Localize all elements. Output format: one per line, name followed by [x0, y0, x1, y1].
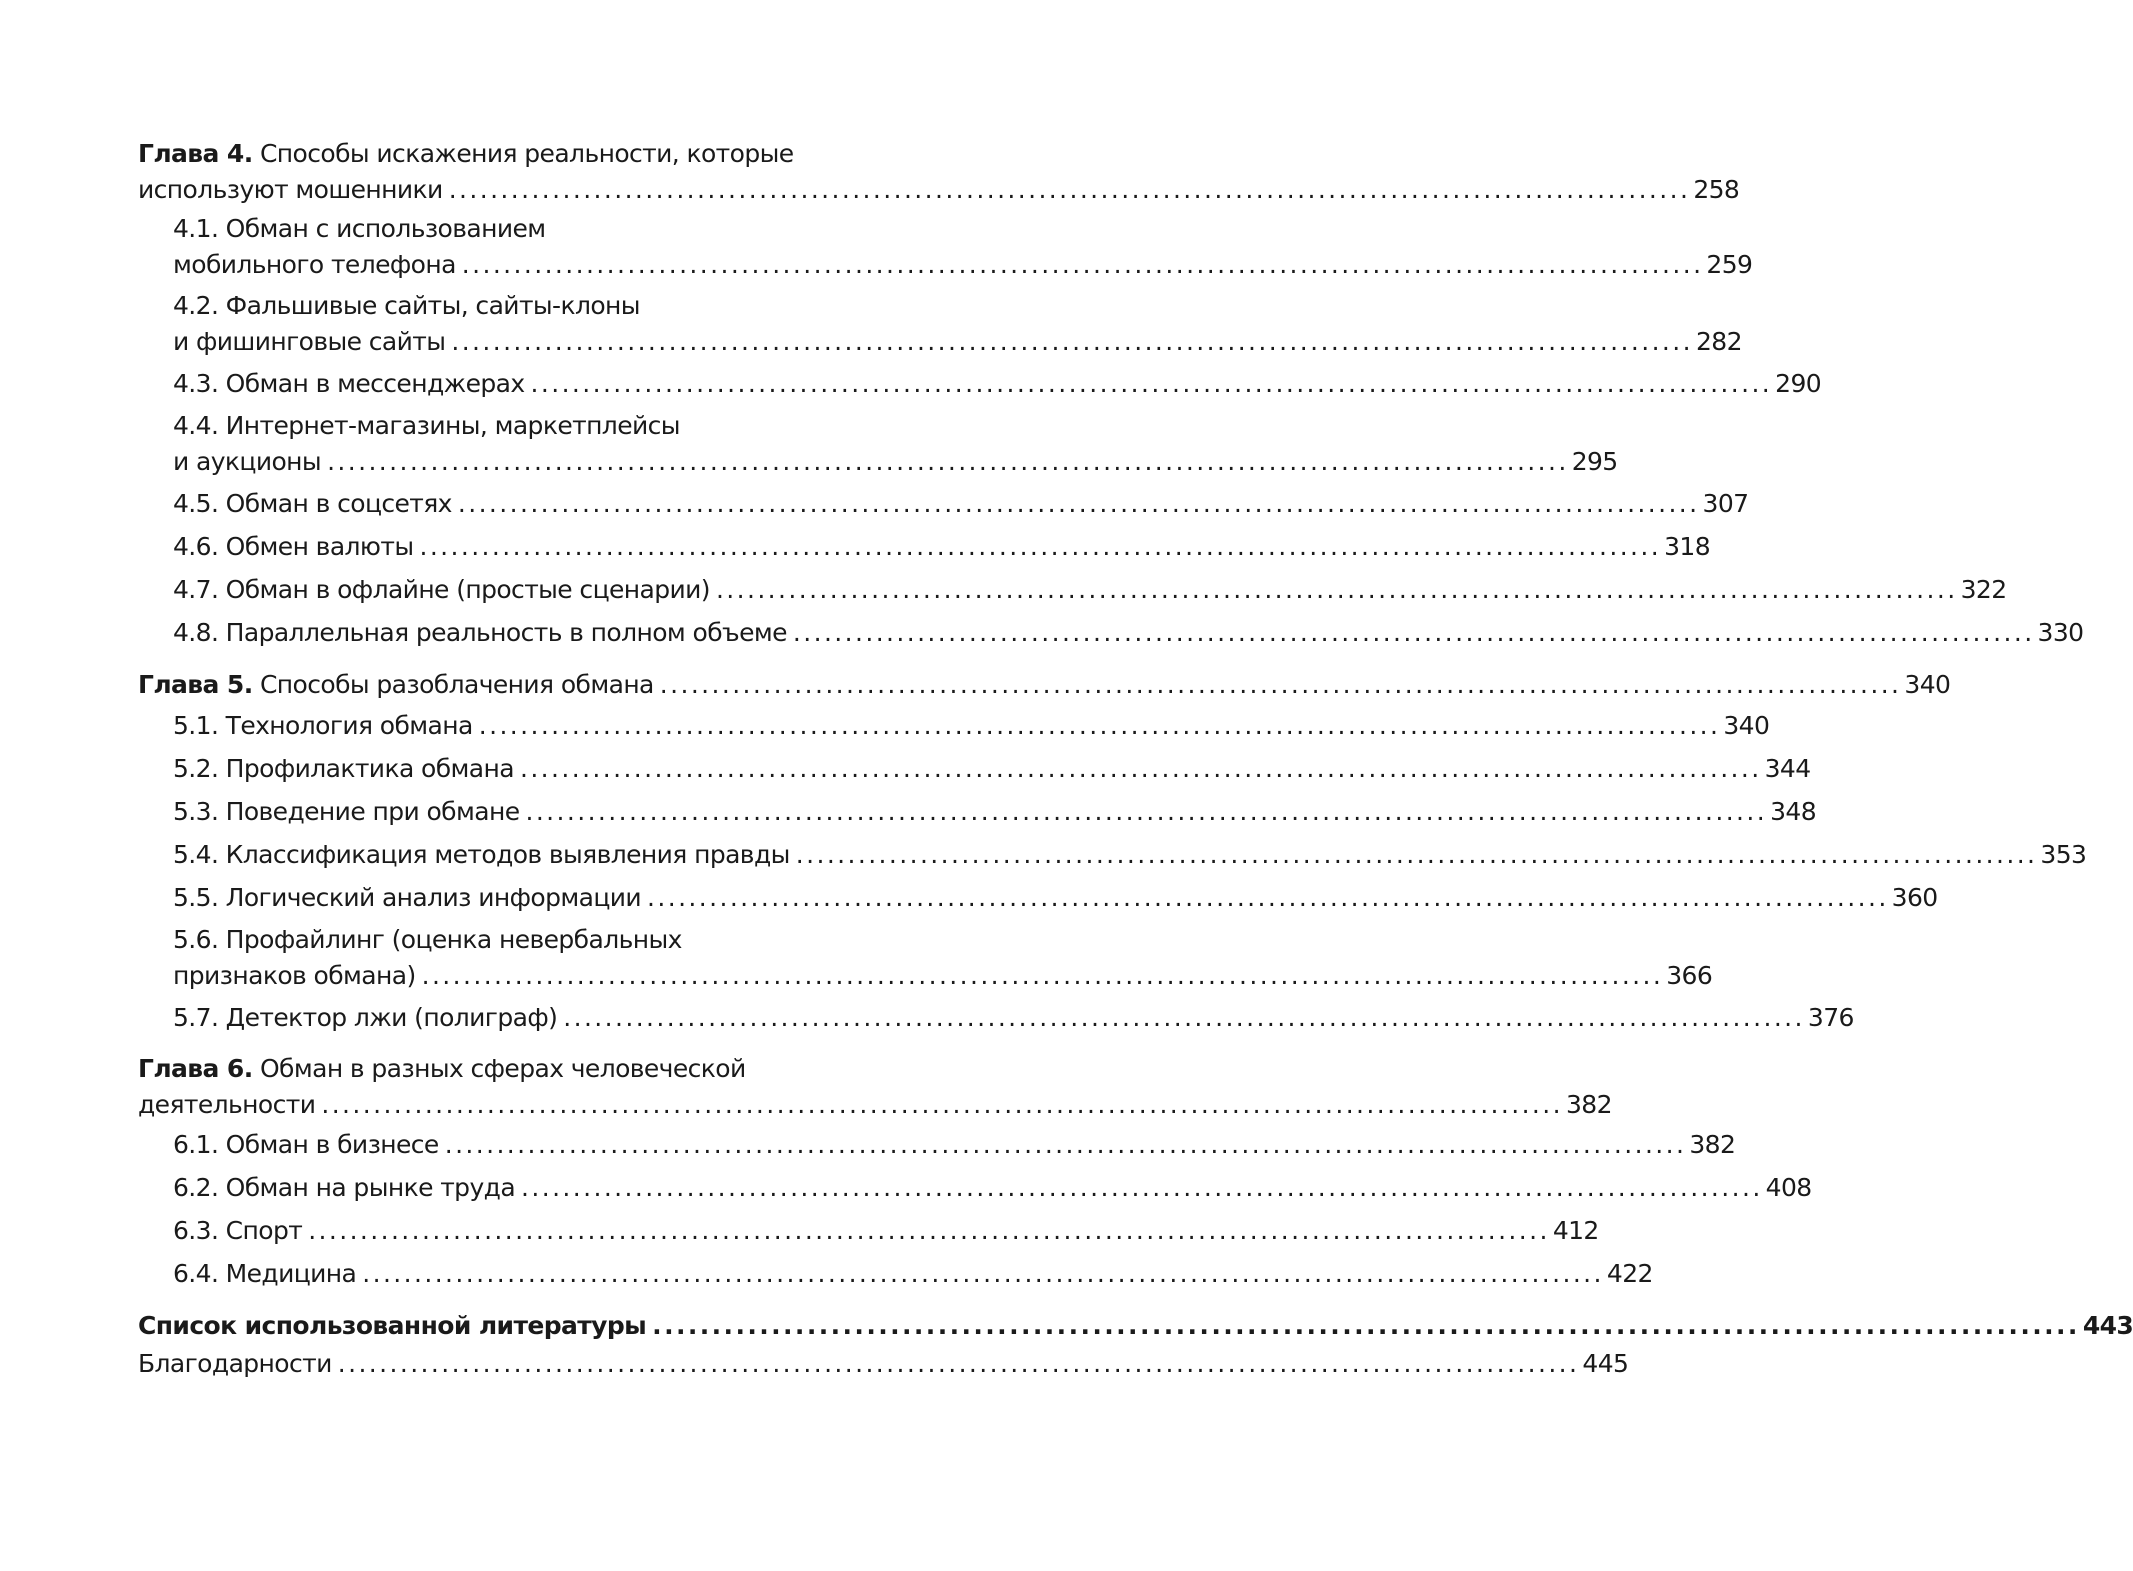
toc-entry-page: 322 [1960, 575, 2007, 604]
toc-entry-page: 295 [1571, 447, 1618, 476]
dot-leader: ........................................................................................................................ [308, 1216, 1550, 1245]
toc-entry-page: 330 [2037, 618, 2084, 647]
toc-entry-4-4 [173, 408, 1618, 480]
toc-entry-4-3 [173, 365, 1822, 403]
dot-leader: ........................................................................................................................ [525, 797, 1768, 826]
chapter-6-title-line2 [138, 1087, 1612, 1123]
dot-leader: ........................................................................................................................ [362, 1259, 1604, 1288]
dot-leader: ........................................................................................................................ [530, 369, 1773, 398]
dot-leader: ........................................................................................................................ [795, 840, 2038, 869]
toc-entry-title: 6.1. Обман в бизнесе [173, 1130, 439, 1159]
toc-entry-5-5 [173, 879, 1938, 917]
toc-entry-4-2 [173, 288, 1742, 360]
toc-entry-line1: 4.2. Фальшивые сайты, сайты-клоны [173, 291, 640, 320]
toc-entry-6-2 [173, 1169, 1812, 1207]
chapter-5-page: 340 [1904, 670, 1951, 699]
toc-entry-4-7 [173, 571, 2007, 609]
toc-entry-title: 5.5. Логический анализ информации [173, 883, 642, 912]
chapter-4-label: Глава 4. [138, 139, 253, 168]
toc-entry-page: 366 [1666, 961, 1713, 990]
toc-entry-4-8 [173, 614, 2084, 652]
dot-leader: ........................................................................................................................ [715, 575, 1958, 604]
dot-leader: ........................................................................................................................ [421, 961, 1664, 990]
toc-entry-4-6 [173, 528, 1711, 566]
toc-entry-page: 290 [1775, 369, 1822, 398]
toc-entry-page: 443 [2082, 1311, 2133, 1340]
chapter-6-page: 382 [1565, 1090, 1612, 1119]
chapter-6-title-start: Обман в разных сферах человеческой [252, 1054, 746, 1083]
toc-entry-page: 408 [1765, 1173, 1812, 1202]
toc-entry-5-2 [173, 750, 1811, 788]
toc-entry-page: 318 [1664, 532, 1711, 561]
toc-entry-title: 5.4. Классификация методов выявления правды [173, 840, 790, 869]
toc-entry-line1: 4.4. Интернет-магазины, маркетплейсы [173, 411, 680, 440]
toc-entry-page: 348 [1770, 797, 1817, 826]
toc-entry-acknowledgements [138, 1345, 1629, 1383]
toc-entry-line2 [173, 958, 1713, 994]
dot-leader: ........................................................................................................................ [327, 447, 1569, 476]
chapter-5 [138, 666, 2087, 1037]
chapter-6-title-end: деятельности [138, 1090, 316, 1119]
toc-entry-title: 6.3. Спорт [173, 1216, 303, 1245]
toc-entry-page: 360 [1891, 883, 1938, 912]
chapter-5-heading [138, 666, 1951, 704]
toc-entry-page: 412 [1552, 1216, 1599, 1245]
toc-entry-bibliography [138, 1307, 2133, 1345]
chapter-4-heading [138, 136, 1740, 208]
dot-leader: ........................................................................................................................ [659, 670, 1902, 699]
dot-leader: ........................................................................................................................ [448, 175, 1691, 204]
toc-entry-6-4 [173, 1255, 1653, 1293]
chapter-6-label: Глава 6. [138, 1054, 253, 1083]
toc-entry-page: 422 [1606, 1259, 1653, 1288]
chapter-4-page: 258 [1693, 175, 1740, 204]
chapter-5-title-text: Способы разоблачения обмана [252, 670, 654, 699]
dot-leader: ........................................................................................................................ [792, 618, 2035, 647]
toc-entry-title: 5.7. Детектор лжи (полиграф) [173, 1003, 558, 1032]
toc-entry-title: 4.8. Параллельная реальность в полном объеме [173, 618, 787, 647]
table-of-contents [138, 136, 2133, 1383]
toc-entry-title: Список использованной литературы [138, 1311, 647, 1340]
toc-entry-page: 344 [1764, 754, 1811, 783]
dot-leader: ........................................................................................................................ [461, 250, 1704, 279]
chapter-4-title-start: Способы искажения реальности, которые [252, 139, 794, 168]
chapter-4-title-end: используют мошенники [138, 175, 443, 204]
chapter-6-title-line1 [138, 1051, 856, 1087]
toc-entry-5-6 [173, 922, 1713, 994]
toc-entry-6-1 [173, 1126, 1736, 1164]
dot-leader: ........................................................................................................................ [519, 754, 1762, 783]
toc-entry-title: и аукционы [173, 447, 322, 476]
dot-leader: ........................................................................................................................ [647, 883, 1889, 912]
toc-entry-page: 340 [1723, 711, 1770, 740]
toc-entry-page: 307 [1702, 489, 1749, 518]
chapter-6-sections [138, 1126, 1812, 1293]
toc-entry-title: 4.7. Обман в офлайне (простые сценарии) [173, 575, 710, 604]
chapter-4-title-line2 [138, 172, 1740, 208]
toc-entry-title: и фишинговые сайты [173, 327, 446, 356]
dot-leader: ........................................................................................................................ [321, 1090, 1563, 1119]
toc-entry-title: мобильного телефона [173, 250, 456, 279]
chapter-5-sections [138, 707, 2087, 1037]
toc-entry-page: 445 [1582, 1349, 1629, 1378]
dot-leader: ........................................................................................................................ [521, 1173, 1763, 1202]
dot-leader: ........................................................................................................................ [652, 1311, 2080, 1340]
toc-entry-title: 6.4. Медицина [173, 1259, 357, 1288]
toc-entry-title: 4.5. Обман в соцсетях [173, 489, 452, 518]
dot-leader: ........................................................................................................................ [337, 1349, 1580, 1378]
chapter-4 [138, 136, 2084, 652]
toc-entry-6-3 [173, 1212, 1599, 1250]
toc-entry-5-4 [173, 836, 2087, 874]
toc-entry-title: 4.6. Обмен валюты [173, 532, 414, 561]
toc-entry-title: 5.3. Поведение при обмане [173, 797, 520, 826]
toc-entry-title: 6.2. Обман на рынке труда [173, 1173, 516, 1202]
chapter-4-title-line1 [138, 136, 856, 172]
toc-entry-line2 [173, 444, 1618, 480]
toc-entry-line1: 5.6. Профайлинг (оценка невербальных [173, 925, 682, 954]
toc-entry-line1: 4.1. Обман с использованием [173, 214, 546, 243]
dot-leader: ........................................................................................................................ [444, 1130, 1687, 1159]
toc-entry-title: 4.3. Обман в мессенджерах [173, 369, 525, 398]
toc-entry-5-1 [173, 707, 1770, 745]
toc-entry-page: 382 [1689, 1130, 1736, 1159]
toc-entry-5-7 [173, 999, 1854, 1037]
dot-leader: ........................................................................................................................ [478, 711, 1721, 740]
dot-leader: ........................................................................................................................ [419, 532, 1662, 561]
chapter-6-heading [138, 1051, 1612, 1123]
toc-entry-page: 282 [1695, 327, 1742, 356]
chapter-6 [138, 1051, 1812, 1293]
chapter-5-title [138, 666, 654, 704]
toc-entry-line2 [173, 247, 1753, 283]
chapter-5-label: Глава 5. [138, 670, 253, 699]
toc-entry-page: 353 [2040, 840, 2087, 869]
dot-leader: ........................................................................................................................ [563, 1003, 1805, 1032]
toc-entry-page: 376 [1807, 1003, 1854, 1032]
toc-entry-page: 259 [1706, 250, 1753, 279]
toc-entry-title: признаков обмана) [173, 961, 416, 990]
back-matter [138, 1307, 2133, 1383]
dot-leader: ........................................................................................................................ [451, 327, 1693, 356]
toc-entry-title: Благодарности [138, 1349, 332, 1378]
chapter-4-sections [138, 211, 2084, 652]
toc-entry-4-1 [173, 211, 1753, 283]
toc-entry-4-5 [173, 485, 1749, 523]
toc-entry-5-3 [173, 793, 1817, 831]
dot-leader: ........................................................................................................................ [457, 489, 1700, 518]
toc-entry-title: 5.2. Профилактика обмана [173, 754, 514, 783]
toc-entry-line2 [173, 324, 1742, 360]
toc-entry-title: 5.1. Технология обмана [173, 711, 473, 740]
